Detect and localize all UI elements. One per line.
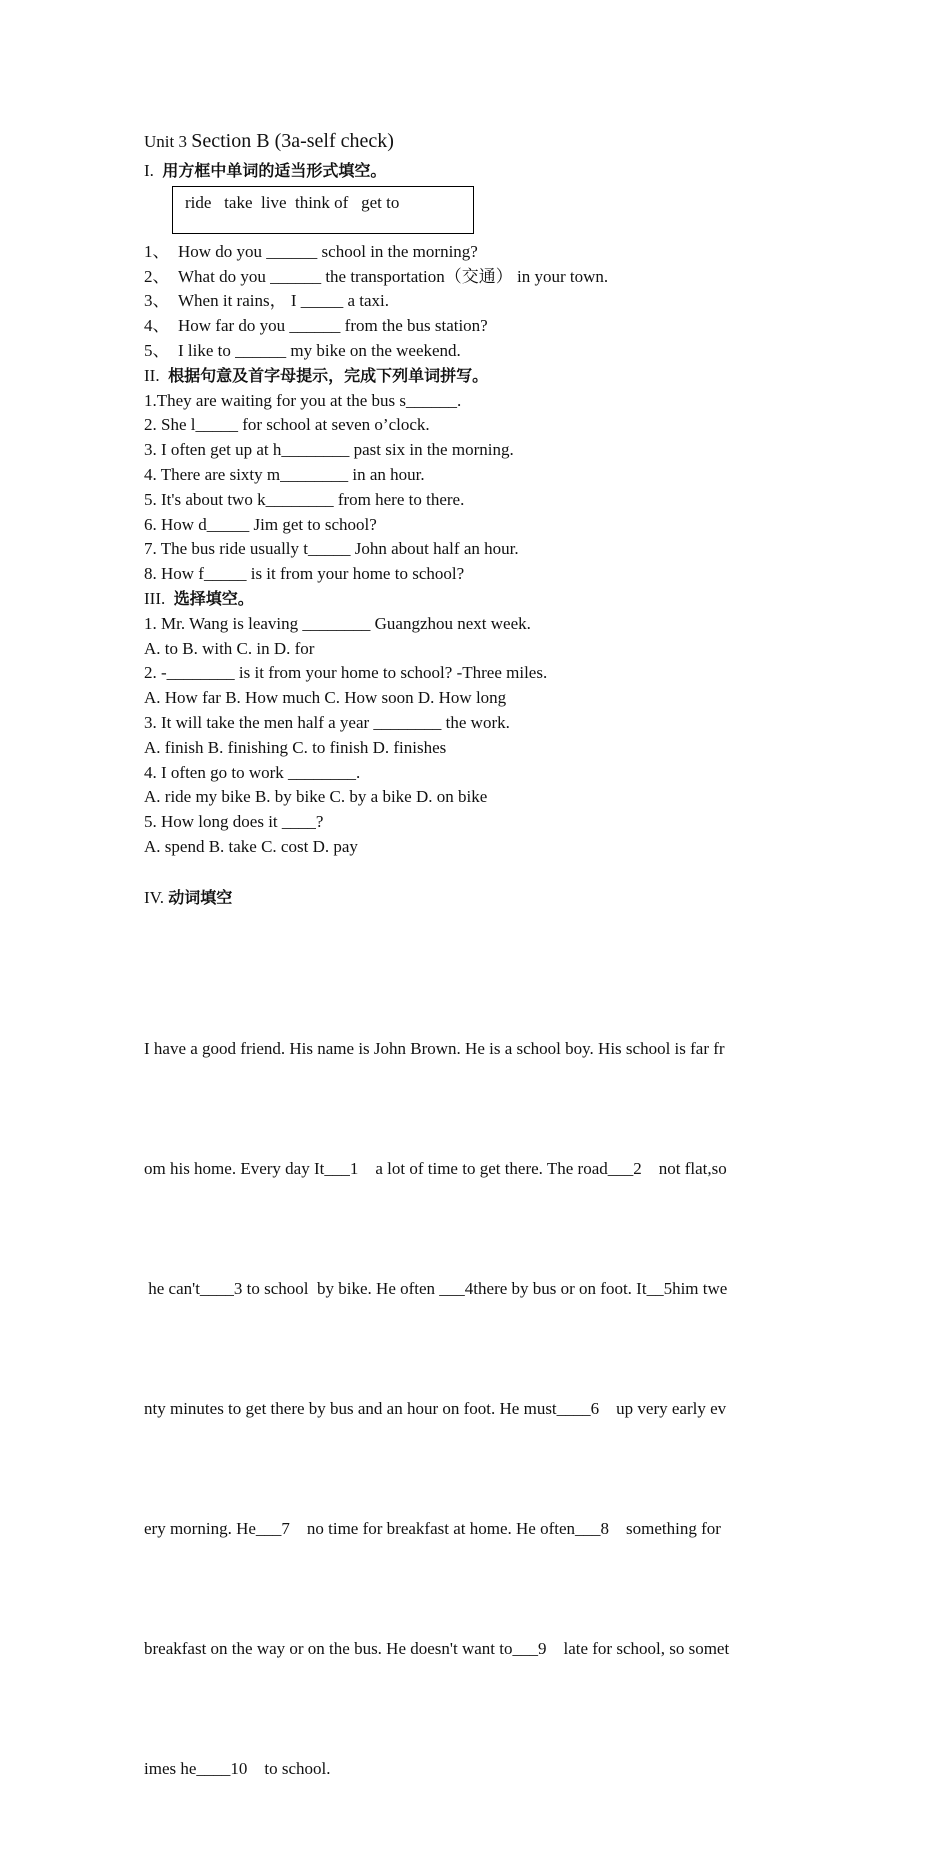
part3-options: A. ride my bike B. by bike C. by a bike D. on bike — [144, 787, 488, 807]
part4-instruction: 动词填空 — [168, 887, 233, 907]
part2-item: 7. The bus ride usually t_____ John about half an hour. — [144, 539, 519, 559]
part2-item: 4. There are sixty m________ in an hour. — [144, 464, 425, 484]
part1-instruction: 用方框中单词的适当形式填空。 — [162, 161, 387, 180]
part1-item: 5、 I like to ______ my bike on the weekend. — [144, 340, 461, 360]
part1-heading — [144, 159, 844, 184]
part2-item: 5. It's about two k________ from here to there. — [144, 489, 465, 509]
passage-line: nty minutes to get there by bus and an hour on foot. He must____6 up very early ev — [144, 1398, 727, 1418]
part3-question: 2. -________ is it from your home to school? -Three miles. — [144, 663, 548, 683]
part3-options: A. spend B. take C. cost D. pay — [144, 836, 358, 856]
part1-number: I. — [144, 161, 154, 180]
part3-number: III. — [144, 588, 166, 608]
passage-line: om his home. Every day It___1 a lot of time to get there. The road___2 not flat,so — [144, 1158, 727, 1178]
part4-heading — [144, 886, 844, 911]
passage-line: imes he____10 to school. — [144, 1758, 331, 1778]
part3-options: A. How far B. How much C. How soon D. How long — [144, 688, 507, 708]
part3-options: A. to B. with C. in D. for — [144, 638, 315, 658]
part3-question: 5. How long does it ____? — [144, 812, 324, 832]
part3-question: 1. Mr. Wang is leaving ________ Guangzhou next week. — [144, 613, 531, 633]
part1-item: 2、 What do you ______ the transportation（交通） in your town. — [144, 266, 609, 286]
passage-line: ery morning. He___7 no time for breakfast at home. He often___8 something for — [144, 1518, 721, 1538]
part3-heading — [144, 587, 844, 612]
part2-item: 3. I often get up at h________ past six in the morning. — [144, 440, 514, 460]
part3-question: 3. It will take the men half a year ________ the work. — [144, 712, 510, 732]
part4-number: IV. — [144, 887, 164, 907]
part1-item: 3、 When it rains， I _____ a taxi. — [144, 291, 390, 311]
unit-label: Unit 3 — [144, 132, 187, 151]
cloze-passage — [144, 949, 824, 1869]
worksheet-title — [144, 124, 844, 159]
part2-item: 1.They are waiting for you at the bus s______. — [144, 390, 462, 410]
part2-number: II. — [144, 365, 160, 385]
part2-item: 6. How d_____ Jim get to school? — [144, 514, 377, 534]
part2-instruction: 根据句意及首字母提示，完成下列单词拼写。 — [168, 365, 489, 385]
part2-heading — [144, 364, 844, 389]
part3-instruction: 选择填空。 — [173, 588, 254, 608]
part2-item: 8. How f_____ is it from your home to school? — [144, 564, 465, 584]
part2-item: 2. She l_____ for school at seven o’clock. — [144, 415, 430, 435]
part1-items — [144, 240, 844, 364]
part1-item: 4、 How far do you ______ from the bus station? — [144, 316, 488, 336]
part1-item: 1、 How do you ______ school in the morning? — [144, 241, 478, 261]
part3-items — [144, 612, 844, 860]
passage-line: he can't____3 to school by bike. He often ___4there by bus or on foot. It__5him twe — [144, 1278, 728, 1298]
part3-question: 4. I often go to work ________. — [144, 762, 361, 782]
section-title: Section B (3a-self check) — [191, 130, 394, 152]
word-box: ride take live think of get to — [172, 186, 474, 234]
passage-line: breakfast on the way or on the bus. He doesn't want to___9 late for school, so somet — [144, 1638, 730, 1658]
worksheet — [144, 124, 844, 1869]
part3-options: A. finish B. finishing C. to finish D. finishes — [144, 737, 447, 757]
part2-items — [144, 389, 844, 587]
passage-line: I have a good friend. His name is John Brown. He is a school boy. His school is far fr — [144, 1038, 725, 1058]
